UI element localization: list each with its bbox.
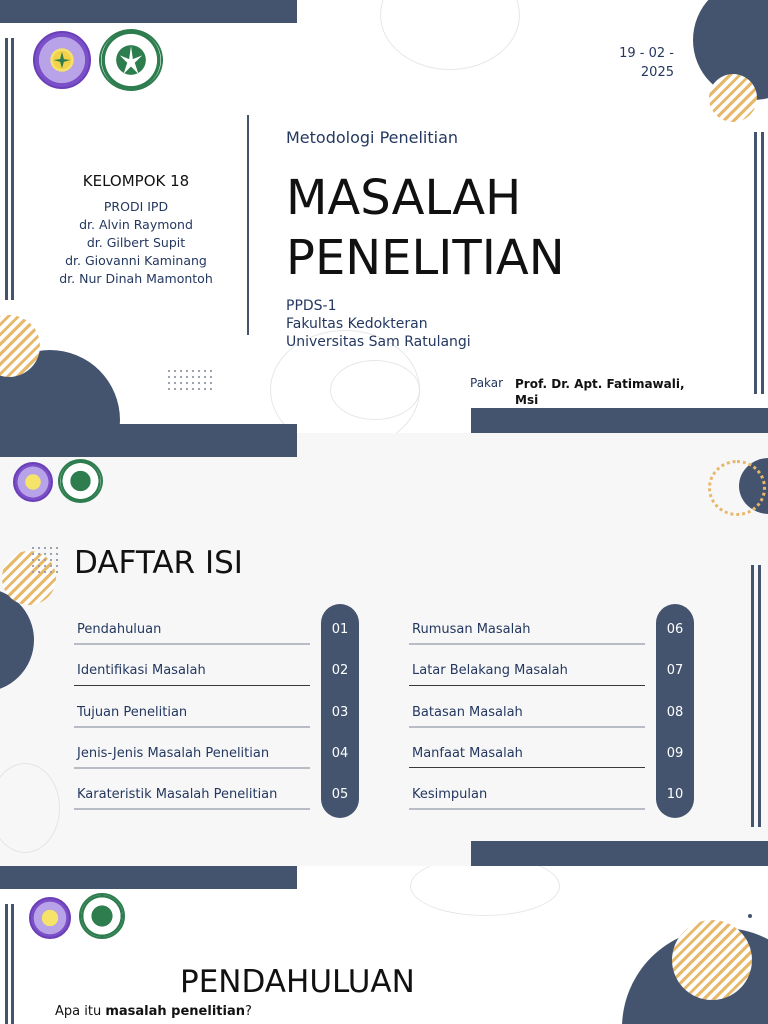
dot-grid <box>30 545 60 575</box>
toc-number: 04 <box>331 746 349 761</box>
toc-link-jenis-masalah[interactable]: Jenis-Jenis Masalah Penelitian <box>77 746 270 761</box>
decorative-swirl <box>330 360 420 420</box>
university-logo-icon <box>33 31 91 89</box>
title-line: MASALAH <box>286 170 522 226</box>
toc-link-identifikasi-masalah[interactable]: Identifikasi Masalah <box>77 663 206 678</box>
decorative-line <box>11 904 14 1024</box>
toc-link-tujuan-penelitian[interactable]: Tujuan Penelitian <box>77 705 188 720</box>
toc-link-pendahuluan[interactable]: Pendahuluan <box>77 622 162 637</box>
faculty-logo-icon <box>58 459 103 503</box>
decorative-line <box>758 565 761 827</box>
top-bar <box>0 0 297 23</box>
decorative-line <box>754 132 757 394</box>
member-item: dr. Nur Dinah Mamontoh <box>59 271 213 286</box>
toc-link-batasan-masalah[interactable]: Batasan Masalah <box>412 705 523 720</box>
member-item: dr. Alvin Raymond <box>79 217 193 232</box>
toc-number: 02 <box>331 663 349 678</box>
intro-question: Apa itu masalah penelitian? <box>55 1004 252 1019</box>
slide-title <box>0 0 768 433</box>
expert-name: Prof. Dr. Apt. Fatimawali, Msi <box>515 377 685 407</box>
dotted-ring <box>708 460 766 516</box>
expert-label: Pakar <box>470 376 504 390</box>
member-list <box>40 198 232 288</box>
section-title: PENDAHULUAN <box>180 964 415 1000</box>
divider <box>247 115 249 335</box>
slide-table-of-contents <box>0 433 768 866</box>
toc-number: 07 <box>666 663 684 678</box>
presentation-title <box>286 168 565 288</box>
slide-introduction <box>0 866 768 1024</box>
decorative-swirl <box>0 763 60 853</box>
faculty-logo-icon <box>79 893 125 939</box>
toc-number: 06 <box>666 622 684 637</box>
member-item: dr. Gilbert Supit <box>86 235 186 250</box>
toc-number: 08 <box>666 705 684 720</box>
title-line: PENELITIAN <box>286 230 565 286</box>
toc-number: 10 <box>666 787 684 802</box>
decorative-swirl <box>410 866 560 916</box>
member-item: PRODI IPD <box>103 199 169 214</box>
presentation-date: 19 - 02 - 2025 <box>619 46 674 80</box>
university-logo-icon <box>29 897 71 939</box>
top-bar <box>0 866 297 889</box>
faculty-logo-icon <box>99 29 163 91</box>
toc-number: 03 <box>331 705 349 720</box>
university-logo-icon <box>13 462 53 502</box>
decorative-line <box>761 132 764 394</box>
bottom-right-bar <box>471 841 768 866</box>
institution-line: Fakultas Kedokteran <box>286 316 428 332</box>
decorative-line <box>5 904 8 1024</box>
toc-number: 01 <box>331 622 349 637</box>
toc-link-kesimpulan[interactable]: Kesimpulan <box>412 787 488 802</box>
top-bar <box>0 433 297 457</box>
toc-link-latar-belakang[interactable]: Latar Belakang Masalah <box>412 663 568 678</box>
institution-block <box>286 297 471 351</box>
bottom-right-bar <box>471 408 768 433</box>
institution-line: Universitas Sam Ratulangi <box>286 334 471 350</box>
toc-number: 09 <box>666 746 684 761</box>
toc-link-rumusan-masalah[interactable]: Rumusan Masalah <box>412 622 531 637</box>
member-item: dr. Giovanni Kaminang <box>65 253 207 268</box>
toc-number: 05 <box>331 787 349 802</box>
decorative-line <box>5 38 8 300</box>
decorative-line <box>751 565 754 827</box>
group-title: KELOMPOK 18 <box>82 172 190 190</box>
institution-line: PPDS-1 <box>286 298 337 314</box>
dot-grid <box>166 368 216 392</box>
subject-label: Metodologi Penelitian <box>286 128 459 147</box>
decorative-line <box>11 38 14 300</box>
decorative-swirl <box>380 0 520 70</box>
toc-link-manfaat-masalah[interactable]: Manfaat Masalah <box>412 746 523 761</box>
striped-circle <box>709 74 757 122</box>
toc-link-karateristik-masalah[interactable]: Karateristik Masalah Penelitian <box>77 787 278 802</box>
toc-title: DAFTAR ISI <box>74 545 243 581</box>
striped-circle <box>672 920 752 1000</box>
